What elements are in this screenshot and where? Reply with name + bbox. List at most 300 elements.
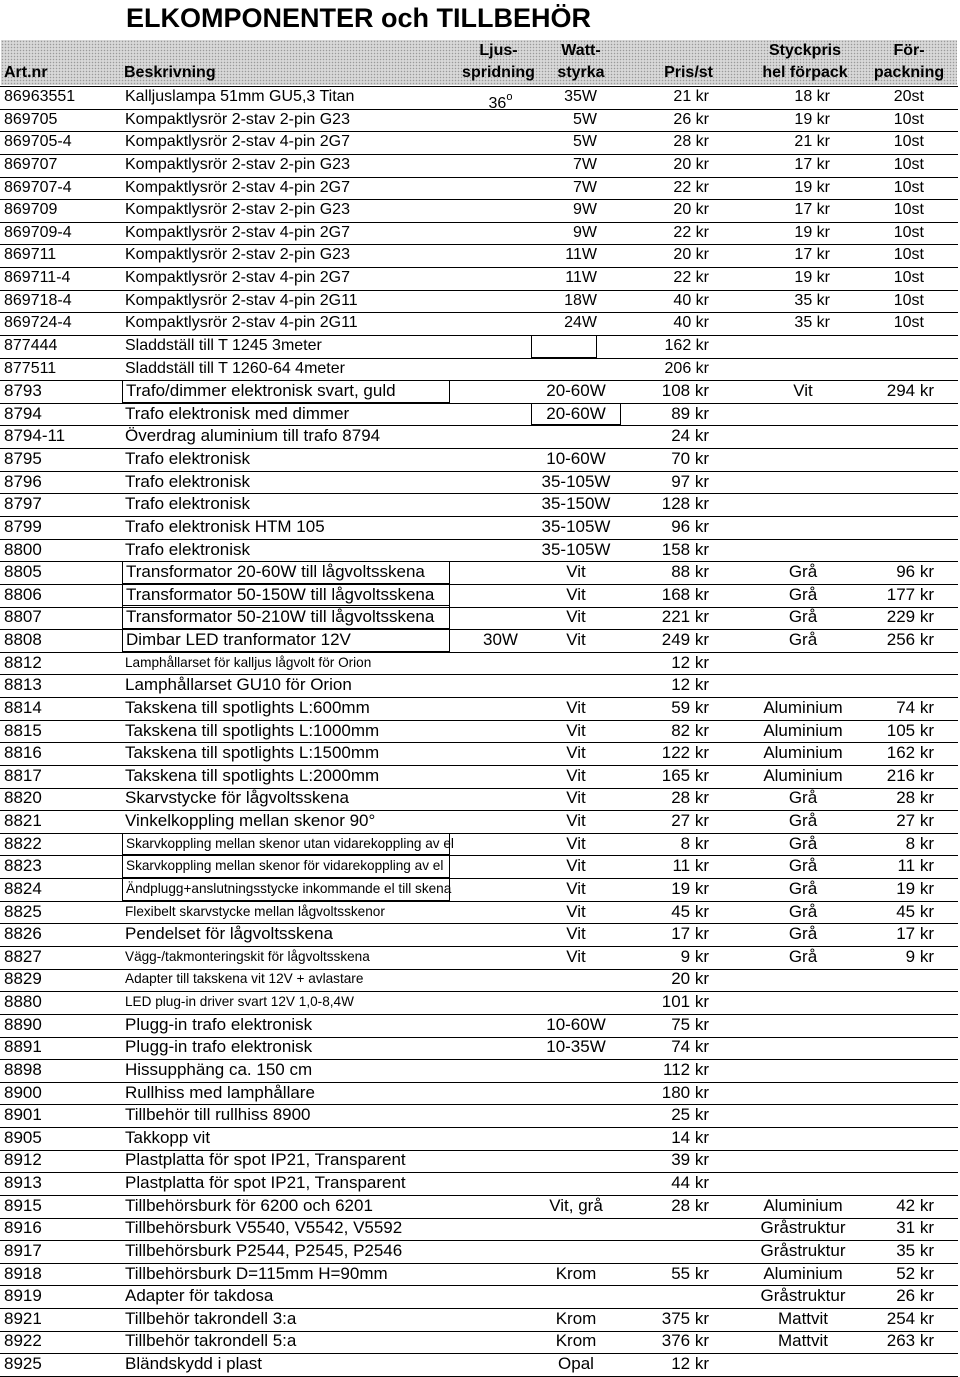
cell-styckpris: 19 kr	[794, 178, 830, 196]
table-row	[0, 720, 960, 743]
cell-description: Sladdställ till T 1260-64 4meter	[125, 359, 345, 377]
cell-wattstyrka: 11W	[565, 246, 597, 264]
cell-styckpris: Grå	[788, 811, 818, 830]
cell-forpackning: 216 kr	[886, 765, 934, 785]
cell-description: Adapter för takdosa	[125, 1286, 274, 1306]
table-row	[0, 86, 960, 112]
cell-description: Adapter till takskena vit 12V + avlastare	[125, 971, 364, 987]
cell-pris-st: 44 kr	[671, 1173, 709, 1192]
cell-art-nr: 8805	[4, 562, 42, 582]
cell-pris-st: 59 kr	[671, 697, 709, 717]
cell-description: Kompaktlysrör 2-stav 4-pin 2G7	[125, 269, 350, 286]
table-row	[0, 674, 960, 697]
cell-pris-st: 45 kr	[671, 901, 709, 921]
cell-wattstyrka: Vit	[566, 788, 586, 808]
cell-styckpris: Grå	[788, 946, 818, 966]
cell-styckpris: Gråstruktur	[760, 1218, 846, 1238]
cell-styckpris: Grå	[788, 924, 818, 944]
table-row	[0, 199, 960, 222]
table-row	[0, 606, 960, 629]
degree-mark: o	[506, 91, 513, 103]
cell-wattstyrka: 35-105W	[541, 539, 611, 559]
table-row	[0, 1240, 960, 1263]
cell-description: Tillbehörsburk D=115mm H=90mm	[125, 1263, 388, 1283]
cell-description: Tillbehör till rullhiss 8900	[125, 1105, 311, 1125]
cell-ljusspridning: 30W	[483, 630, 518, 649]
cell-art-nr: 869707	[4, 155, 58, 173]
cell-description: Takkopp vit	[125, 1127, 211, 1147]
header-ljus-2: spridning	[462, 64, 535, 81]
table-row	[0, 1127, 960, 1150]
cell-pris-st: 122 kr	[661, 743, 709, 763]
cell-pris-st: 97 kr	[671, 471, 709, 491]
cell-pris-st: 21 kr	[673, 88, 709, 105]
cell-art-nr: 869705-4	[4, 133, 72, 151]
cell-art-nr: 877511	[4, 359, 57, 377]
cell-styckpris: Grå	[788, 630, 818, 649]
cell-forpackning: 28 kr	[896, 788, 934, 808]
cell-wattstyrka: 35-105W	[541, 471, 611, 491]
cell-art-nr: 8793	[4, 381, 42, 401]
cell-forpackning: 9 kr	[905, 946, 934, 966]
cell-wattstyrka: 35-150W	[541, 494, 611, 514]
cell-art-nr: 869724-4	[4, 314, 72, 332]
cell-styckpris: Gråstruktur	[760, 1286, 846, 1306]
cell-styckpris: 17 kr	[794, 155, 830, 173]
cell-pris-st: 89 kr	[671, 403, 709, 423]
cell-styckpris: Grå	[788, 901, 818, 921]
cell-art-nr: 8922	[4, 1331, 42, 1351]
cell-pris-st: 40 kr	[673, 291, 709, 309]
cell-description: Vinkelkoppling mellan skenor 90°	[125, 811, 376, 830]
header-watt-2: styrka	[557, 64, 605, 81]
cell-art-nr: 8901	[4, 1105, 42, 1125]
cell-description: Rullhiss med lamphållare	[125, 1082, 315, 1102]
cell-pris-st: 74 kr	[671, 1037, 709, 1057]
cell-art-nr: 869711-4	[4, 269, 71, 286]
cell-styckpris: 35 kr	[794, 314, 830, 332]
header-watt-1: Watt-	[561, 42, 601, 59]
cell-description: Överdrag aluminium till trafo 8794	[125, 426, 381, 446]
table-row	[0, 1104, 960, 1127]
cell-pris-st: 11 kr	[672, 856, 709, 876]
cell-description: Kompaktlysrör 2-stav 2-pin G23	[125, 155, 350, 173]
cell-styckpris: Aluminium	[763, 765, 843, 785]
cell-description: Kompaktlysrör 2-stav 4-pin 2G11	[125, 314, 358, 332]
cell-description: Kompaktlysrör 2-stav 4-pin 2G11	[125, 291, 358, 309]
cell-forpackning: 45 kr	[896, 901, 934, 921]
table-row	[0, 1285, 960, 1308]
cell-pris-st: 12 kr	[671, 652, 709, 672]
cell-styckpris: Grå	[788, 584, 818, 604]
cell-pris-st: 206 kr	[664, 359, 709, 377]
cell-wattstyrka: Vit	[566, 720, 586, 740]
cell-forpackning: 52 kr	[896, 1263, 934, 1283]
cell-description: Lamphållarset för kalljus lågvolt för Orion	[125, 654, 372, 670]
cell-forpackning: 31 kr	[896, 1218, 934, 1238]
cell-pris-st: 25 kr	[671, 1105, 709, 1125]
cell-art-nr: 8813	[4, 675, 42, 695]
header-art: Art.nr	[4, 64, 48, 81]
cell-art-nr: 8816	[4, 743, 42, 763]
header-forp-2: packning	[873, 64, 945, 81]
cell-art-nr: 8905	[4, 1127, 42, 1147]
table-row	[0, 516, 960, 539]
cell-art-nr: 877444	[4, 336, 58, 354]
cell-styckpris: Vit	[793, 381, 813, 401]
cell-pris-st: 28 kr	[671, 788, 709, 808]
cell-wattstyrka: 18W	[564, 291, 597, 309]
cell-forpackning: 26 kr	[896, 1286, 934, 1306]
cell-wattstyrka: Vit	[566, 630, 586, 649]
cell-pris-st: 12 kr	[671, 1354, 709, 1373]
cell-wattstyrka: Krom	[555, 1331, 597, 1351]
cell-art-nr: 8824	[4, 878, 42, 898]
cell-description: Takskena till spotlights L:2000mm	[125, 765, 380, 785]
cell-art-nr: 8891	[4, 1037, 42, 1057]
cell-pris-st: 20 kr	[671, 969, 709, 989]
table-row	[0, 267, 960, 290]
cell-pris-st: 9 kr	[680, 946, 709, 966]
cell-description: Trafo elektronisk HTM 105	[125, 516, 325, 536]
table-row	[0, 1149, 960, 1172]
cell-pris-st: 88 kr	[671, 562, 709, 582]
cell-styckpris: 19 kr	[794, 223, 830, 241]
cell-styckpris: 19 kr	[794, 110, 830, 128]
cell-description: Trafo elektronisk	[125, 494, 251, 514]
cell-art-nr: 8912	[4, 1150, 42, 1170]
cell-pris-st: 162 kr	[664, 336, 709, 354]
table-row	[0, 1036, 960, 1059]
cell-pris-st: 20 kr	[673, 155, 709, 173]
table-row	[0, 561, 960, 584]
cell-wattstyrka: 10-35W	[546, 1037, 606, 1057]
table-row	[0, 742, 960, 765]
cell-ljusspridning: 36$^o$	[488, 91, 513, 112]
cell-pris-st: 12 kr	[671, 675, 709, 695]
cell-styckpris: Grå	[788, 607, 818, 627]
cell-wattstyrka: Vit	[566, 743, 586, 763]
cell-description: LED plug-in driver svart 12V 1,0-8,4W	[125, 994, 354, 1009]
cell-pris-st: 22 kr	[673, 178, 709, 196]
table-row	[0, 833, 960, 856]
table-row	[0, 380, 960, 403]
cell-description: Ändplugg+anslutningsstycke inkommande el till skena	[122, 878, 450, 901]
cell-art-nr: 869709	[4, 201, 58, 219]
cell-forpackning: 35 kr	[896, 1240, 934, 1260]
table-row	[0, 109, 960, 132]
cell-wattstyrka: Vit	[566, 811, 586, 830]
cell-description: Kompaktlysrör 2-stav 4-pin 2G7	[125, 133, 350, 151]
cell-styckpris: Aluminium	[763, 697, 843, 717]
cell-art-nr: 8800	[4, 539, 42, 559]
table-row	[0, 448, 960, 471]
product-table	[0, 86, 960, 1376]
cell-pris-st: 375 kr	[661, 1308, 709, 1328]
header-ljus-1: Ljus-	[479, 42, 518, 59]
cell-wattstyrka: Vit, grå	[549, 1195, 603, 1215]
cell-pris-st: 158 kr	[661, 539, 709, 559]
cell-styckpris: Gråstruktur	[760, 1240, 846, 1260]
cell-description: Lamphållarset GU10 för Orion	[125, 675, 352, 695]
table-row	[0, 1014, 960, 1037]
cell-description: Hissupphäng ca. 150 cm	[125, 1059, 313, 1079]
cell-art-nr: 8817	[4, 765, 42, 785]
cell-pris-st: 28 kr	[671, 1195, 709, 1215]
cell-forpackning: 8 kr	[905, 833, 934, 853]
table-row	[0, 1263, 960, 1286]
cell-art-nr: 869718-4	[4, 291, 72, 309]
cell-forpackning: 10st	[893, 246, 924, 264]
table-row	[0, 358, 960, 381]
table-row	[0, 1217, 960, 1240]
cell-description: Kompaktlysrör 2-stav 4-pin 2G7	[125, 178, 350, 196]
cell-description: Vägg-/takmonteringskit för lågvoltsskena	[125, 948, 370, 964]
table-row	[0, 584, 960, 607]
cell-description: Trafo elektronisk	[125, 471, 251, 491]
table-row	[0, 154, 960, 177]
cell-wattstyrka: Vit	[566, 607, 586, 627]
cell-pris-st: 40 kr	[673, 314, 709, 332]
cell-wattstyrka: 10-60W	[546, 449, 606, 468]
cell-pris-st: 14 kr	[671, 1127, 709, 1147]
cell-art-nr: 8808	[4, 630, 42, 649]
cell-description: Tillbehör takrondell 3:a	[125, 1308, 297, 1328]
cell-art-nr: 8823	[4, 856, 42, 876]
cell-pris-st: 24 kr	[671, 426, 709, 446]
cell-styckpris: Grå	[788, 833, 818, 853]
cell-description: Plastplatta för spot IP21, Transparent	[125, 1150, 406, 1170]
table-row	[0, 312, 960, 335]
cell-art-nr: 8821	[4, 811, 42, 830]
cell-pris-st: 8 kr	[680, 833, 709, 853]
table-row	[0, 290, 960, 313]
table-row	[0, 991, 960, 1014]
cell-description: Trafo elektronisk med dimmer	[125, 403, 350, 423]
header-desc: Beskrivning	[124, 64, 216, 81]
table-row	[0, 946, 960, 969]
table-row	[0, 177, 960, 200]
cell-art-nr: 8822	[4, 833, 42, 853]
cell-pris-st: 39 kr	[671, 1150, 709, 1170]
cell-pris-st: 101 kr	[661, 992, 709, 1011]
cell-forpackning: 162 kr	[886, 743, 934, 763]
table-row	[0, 923, 960, 946]
cell-art-nr: 8827	[4, 946, 42, 966]
cell-wattstyrka: Vit	[566, 901, 586, 921]
cell-pris-st: 17 kr	[671, 924, 709, 944]
cell-pris-st: 20 kr	[673, 246, 709, 264]
cell-art-nr: 8925	[4, 1354, 42, 1373]
cell-pris-st: 112 kr	[663, 1059, 709, 1079]
table-row	[0, 222, 960, 245]
table-row	[0, 787, 960, 810]
cell-pris-st: 19 kr	[671, 878, 709, 898]
cell-styckpris: 17 kr	[794, 201, 830, 219]
cell-art-nr: 8829	[4, 969, 42, 989]
cell-styckpris: Grå	[788, 562, 818, 582]
table-row	[0, 493, 960, 516]
cell-wattstyrka: Vit	[566, 856, 586, 876]
cell-pris-st: 168 kr	[661, 584, 709, 604]
cell-description: Trafo elektronisk	[125, 539, 251, 559]
cell-art-nr: 8820	[4, 788, 42, 808]
cell-wattstyrka: 20-60W	[546, 381, 606, 401]
header-styck-2: hel förpack	[762, 64, 848, 81]
cell-art-nr: 8913	[4, 1173, 42, 1192]
cell-forpackning: 10st	[893, 155, 924, 173]
cell-description: Tillbehörsburk V5540, V5542, V5592	[125, 1218, 403, 1238]
cell-pris-st: 96 kr	[671, 516, 709, 536]
cell-forpackning: 42 kr	[896, 1195, 934, 1215]
cell-art-nr: 869707-4	[4, 178, 72, 196]
cell-styckpris: Grå	[788, 856, 818, 876]
cell-description: Kalljuslampa 51mm GU5,3 Titan	[125, 88, 355, 105]
page-title: ELKOMPONENTER och TILLBEHÖR	[126, 3, 591, 33]
cell-description: Skarvstycke för lågvoltsskena	[125, 788, 349, 808]
cell-forpackning: 10st	[893, 269, 924, 286]
cell-description: Transformator 50-150W till lågvoltsskena	[122, 584, 450, 607]
cell-art-nr: 869711	[4, 246, 57, 264]
cell-art-nr: 8826	[4, 924, 42, 944]
cell-art-nr: 869705	[4, 110, 58, 128]
cell-forpackning: 10st	[893, 201, 924, 219]
cell-art-nr: 8799	[4, 516, 42, 536]
cell-art-nr: 8807	[4, 607, 42, 627]
cell-forpackning: 17 kr	[896, 924, 934, 944]
table-row	[0, 1195, 960, 1218]
cell-description: Trafo elektronisk	[125, 449, 251, 468]
cell-wattstyrka: 11W	[565, 269, 597, 286]
cell-forpackning: 105 kr	[886, 720, 934, 740]
cell-art-nr: 8796	[4, 471, 42, 491]
cell-styckpris: Aluminium	[763, 720, 843, 740]
cell-styckpris: Aluminium	[763, 743, 843, 763]
cell-description: Takskena till spotlights L:1500mm	[125, 743, 380, 763]
cell-wattstyrka: 9W	[573, 201, 597, 219]
cell-styckpris: 19 kr	[794, 269, 830, 286]
cell-wattstyrka: 24W	[564, 314, 597, 332]
cell-styckpris: Grå	[788, 878, 818, 898]
table-row	[0, 403, 960, 426]
cell-forpackning: 11 kr	[897, 856, 934, 876]
table-header	[1, 40, 957, 85]
cell-description: Transformator 50-210W till lågvoltsskena	[122, 606, 450, 629]
cell-description: Kompaktlysrör 2-stav 2-pin G23	[125, 246, 350, 264]
cell-description: Plugg-in trafo elektronisk	[125, 1014, 313, 1034]
cell-art-nr: 8918	[4, 1263, 42, 1283]
table-row	[0, 244, 960, 267]
table-row	[0, 335, 960, 358]
cell-styckpris: Mattvit	[777, 1308, 829, 1328]
cell-wattstyrka: Krom	[555, 1263, 597, 1283]
cell-wattstyrka: 5W	[573, 110, 597, 128]
cell-art-nr: 8812	[4, 652, 42, 672]
cell-description: Bländskydd i plast	[125, 1354, 263, 1373]
cell-forpackning: 263 kr	[886, 1331, 934, 1351]
cell-pris-st: 55 kr	[671, 1263, 709, 1283]
cell-styckpris: Aluminium	[763, 1263, 843, 1283]
cell-forpackning: 20st	[893, 88, 924, 105]
cell-description: Skarvkoppling mellan skenor för vidarekoppling av el	[122, 855, 450, 878]
cell-wattstyrka: 7W	[573, 155, 597, 173]
cell-pris-st: 249 kr	[661, 630, 709, 649]
cell-description: Plastplatta för spot IP21, Transparent	[125, 1173, 406, 1192]
header-styck-1: Styckpris	[768, 42, 842, 59]
cell-description: Tillbehörsburk P2544, P2545, P2546	[125, 1240, 403, 1260]
cell-wattstyrka: Vit	[566, 833, 586, 853]
cell-art-nr: 8915	[4, 1195, 42, 1215]
cell-forpackning: 10st	[893, 133, 924, 151]
table-row	[0, 131, 960, 154]
table-row	[0, 810, 960, 833]
cell-forpackning: 229 kr	[886, 607, 934, 627]
cell-description: Sladdställ till T 1245 3meter	[125, 336, 322, 354]
cell-art-nr: 8797	[4, 494, 42, 514]
cell-pris-st: 27 kr	[671, 811, 709, 830]
cell-wattstyrka: 35-105W	[541, 516, 611, 536]
cell-pris-st: 165 kr	[661, 765, 709, 785]
cell-wattstyrka: Vit	[566, 697, 586, 717]
cell-art-nr: 86963551	[4, 88, 76, 105]
cell-wattstyrka: 20-60W	[531, 403, 621, 426]
cell-art-nr: 8917	[4, 1240, 42, 1260]
cell-forpackning: 27 kr	[896, 811, 934, 830]
cell-wattstyrka: 9W	[573, 223, 597, 241]
cell-description: Skarvkoppling mellan skenor utan vidarekoppling av el	[122, 833, 450, 856]
cell-forpackning: 10st	[893, 110, 924, 128]
cell-description: Transformator 20-60W till lågvoltsskena	[122, 561, 450, 584]
cell-wattstyrka: Vit	[566, 924, 586, 944]
cell-pris-st: 108 kr	[661, 381, 709, 401]
cell-styckpris: Mattvit	[777, 1331, 829, 1351]
cell-pris-st: 376 kr	[661, 1331, 709, 1351]
cell-art-nr: 8898	[4, 1059, 42, 1079]
cell-art-nr: 8806	[4, 584, 42, 604]
cell-forpackning: 10st	[893, 223, 924, 241]
table-row	[0, 1172, 960, 1195]
header-forp-1: För-	[893, 42, 925, 59]
cell-wattstyrka: Opal	[558, 1354, 594, 1373]
table-row	[0, 968, 960, 991]
cell-pris-st: 75 kr	[671, 1014, 709, 1034]
cell-forpackning: 256 kr	[886, 630, 934, 649]
cell-wattstyrka: Vit	[566, 562, 586, 582]
cell-description: Kompaktlysrör 2-stav 4-pin 2G7	[125, 223, 350, 241]
cell-description: Pendelset för lågvoltsskena	[125, 924, 333, 944]
table-row	[0, 878, 960, 901]
cell-pris-st: 82 kr	[671, 720, 709, 740]
cell-wattstyrka: Krom	[555, 1308, 597, 1328]
table-row	[0, 471, 960, 494]
cell-wattstyrka	[531, 335, 597, 358]
cell-description: Kompaktlysrör 2-stav 2-pin G23	[125, 201, 350, 219]
table-row	[0, 652, 960, 675]
cell-pris-st: 221 kr	[661, 607, 709, 627]
cell-styckpris: 35 kr	[794, 291, 830, 309]
cell-description: Takskena till spotlights L:600mm	[125, 697, 370, 717]
cell-pris-st: 26 kr	[673, 110, 709, 128]
cell-forpackning: 177 kr	[886, 584, 934, 604]
table-row	[0, 629, 960, 652]
cell-description: Trafo/dimmer elektronisk svart, guld	[122, 380, 450, 403]
cell-forpackning: 19 kr	[896, 878, 934, 898]
cell-description: Flexibelt skarvstycke mellan lågvoltsskenor	[125, 903, 385, 919]
cell-art-nr: 8919	[4, 1286, 42, 1306]
cell-description: Dimbar LED tranformator 12V	[122, 629, 450, 652]
cell-art-nr: 8916	[4, 1218, 42, 1238]
cell-art-nr: 8815	[4, 720, 42, 740]
